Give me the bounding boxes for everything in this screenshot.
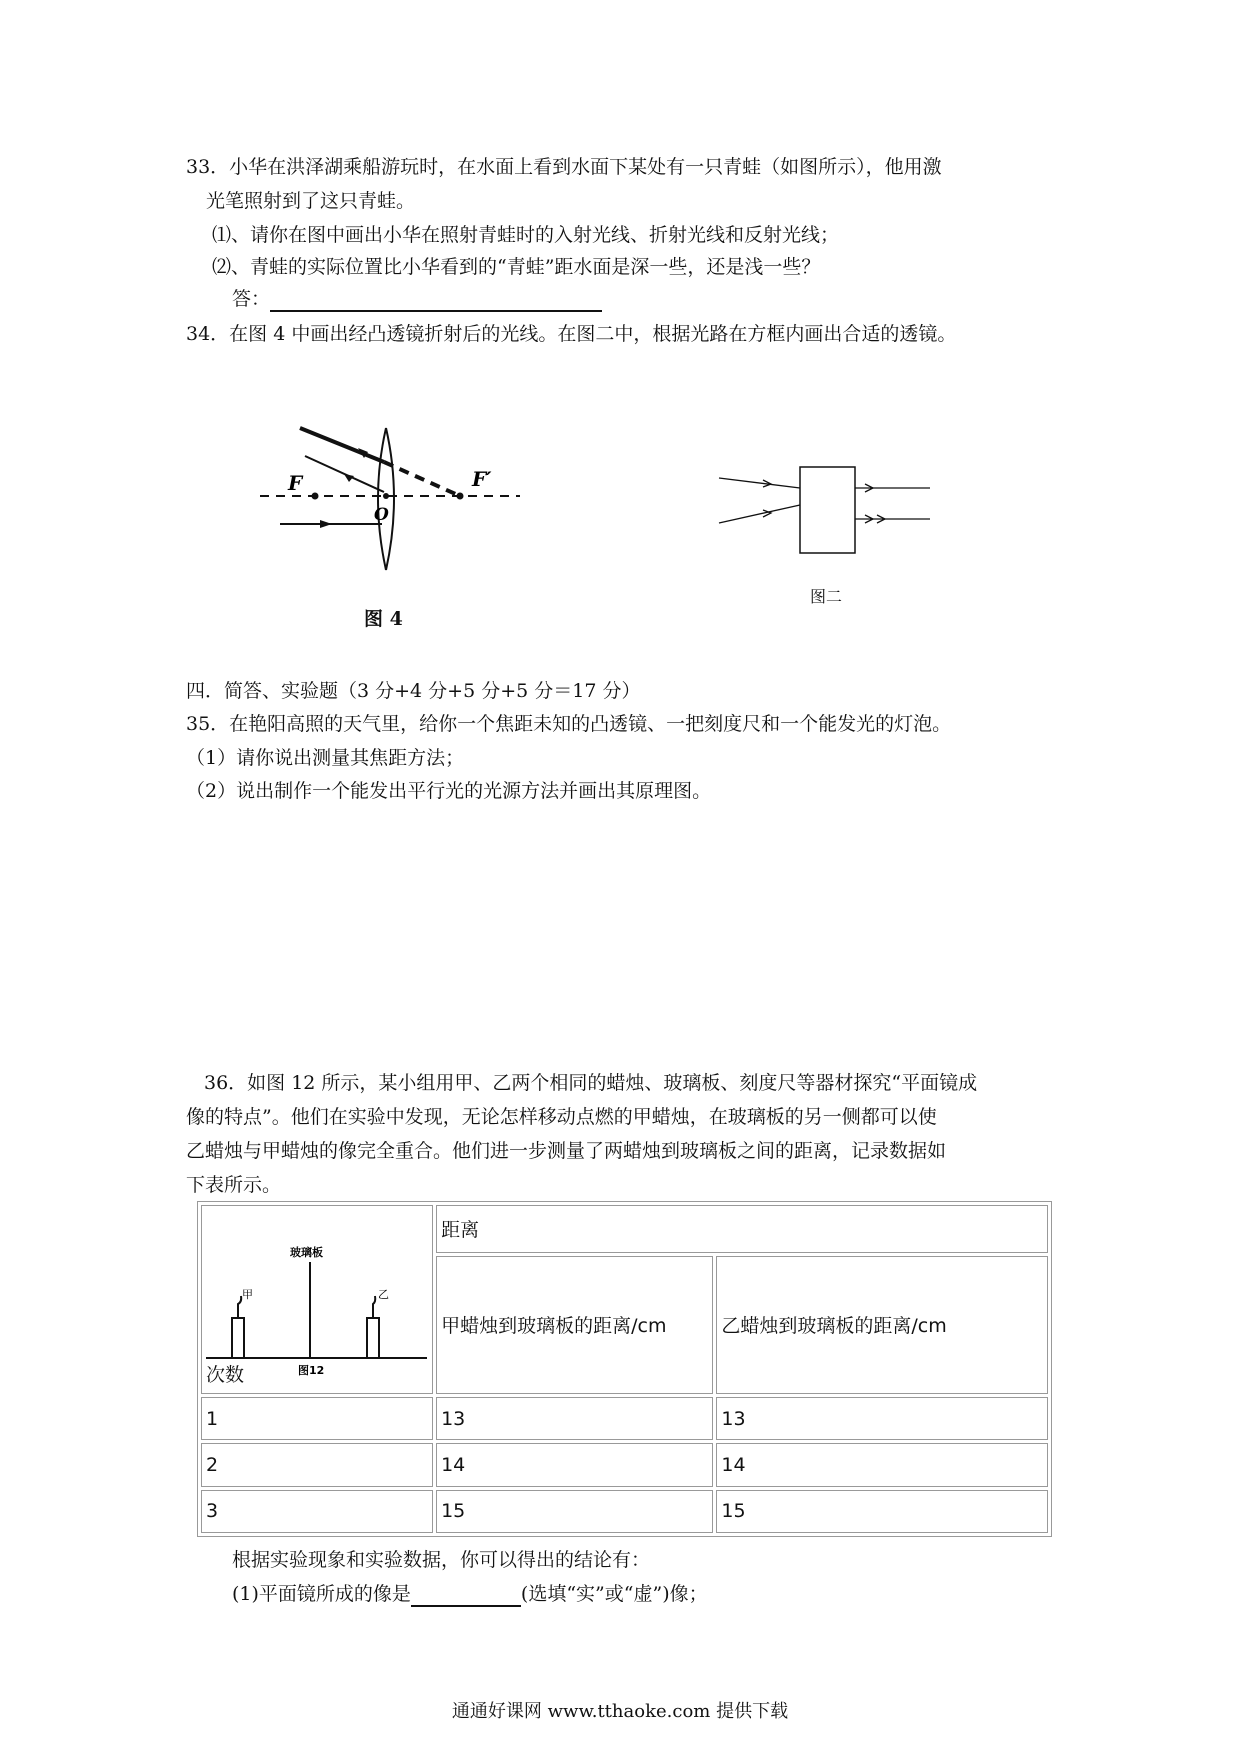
lens-box — [800, 467, 855, 553]
conclusion-1 — [232, 1581, 708, 1607]
q33-sub1: ⑴、请你在图中画出小华在照射青蛙时的入射光线、折射光线和反射光线； — [212, 224, 840, 246]
fig2-caption: 图二 — [810, 587, 843, 606]
cell-jia: 14 — [436, 1443, 713, 1486]
answer-blank[interactable] — [270, 288, 602, 312]
group-header: 距离 — [436, 1205, 1048, 1253]
cell-yi: 15 — [716, 1490, 1048, 1533]
optical-center — [383, 493, 389, 499]
q33-answer — [232, 286, 602, 312]
conclusion-intro: 根据实验现象和实验数据，你可以得出的结论有： — [232, 1549, 651, 1571]
fig4-caption: 图 4 — [364, 608, 403, 630]
table-row — [201, 1490, 1048, 1533]
conclusion-1-suffix: (选填“实”或“虚”)像； — [520, 1583, 708, 1605]
lens-left-edge — [378, 428, 386, 570]
data-table — [197, 1201, 1052, 1537]
q33-sub2: ⑵、青蛙的实际位置比小华看到的“青蛙”距水面是深一些，还是浅一些？ — [212, 256, 821, 278]
ray-through-f — [305, 456, 384, 492]
row-header: 次数 — [206, 1364, 245, 1387]
focal-point-f2 — [457, 493, 464, 500]
page-footer: 通通好课网 www.tthaoke.com 提供下载 — [451, 1701, 789, 1722]
q36-line3: 乙蜡烛与甲蜡烛的像完全重合。他们进一步测量了两蜡烛到玻璃板之间的距离，记录数据如 — [186, 1140, 947, 1162]
table-corner-cell — [201, 1205, 433, 1394]
label-jia: 甲 — [242, 1288, 253, 1302]
fig12-caption: 图12 — [298, 1364, 325, 1378]
q35-text: 35．在艳阳高照的天气里，给你一个焦距未知的凸透镜、一把刻度尺和一个能发光的灯泡。 — [186, 713, 952, 735]
q33-line2: 光笔照射到了这只青蛙。 — [206, 190, 416, 212]
flame-jia — [238, 1296, 241, 1318]
figure-2 — [715, 460, 935, 560]
row-number: 1 — [201, 1397, 433, 1440]
arrow-parallel — [320, 520, 332, 528]
incident-ray-bold — [300, 428, 384, 462]
incoming-ray-1 — [719, 478, 800, 488]
row-number: 3 — [201, 1490, 433, 1533]
figure-4 — [250, 420, 530, 580]
cell-yi: 14 — [716, 1443, 1048, 1486]
section-4-title: 四．简答、实验题（3 分+4 分+5 分+5 分＝17 分） — [186, 680, 641, 702]
lens-right-edge — [386, 428, 394, 570]
q36-line2: 像的特点”。他们在实验中发现，无论怎样移动点燃的甲蜡烛，在玻璃板的另一侧都可以使 — [186, 1106, 937, 1128]
cell-yi: 13 — [716, 1397, 1048, 1440]
incoming-ray-2 — [719, 505, 800, 523]
conclusion-1-blank[interactable] — [411, 1583, 521, 1607]
q35-sub2: （2）说出制作一个能发出平行光的光源方法并画出其原理图。 — [186, 780, 712, 802]
q36-line4: 下表所示。 — [186, 1174, 282, 1196]
conclusion-1-prefix: (1)平面镜所成的像是 — [232, 1583, 411, 1605]
glass-label: 玻璃板 — [290, 1246, 323, 1260]
answer-label: 答： — [232, 288, 271, 310]
candle-jia — [232, 1318, 244, 1358]
label-f: F — [288, 471, 303, 495]
q36-line1: 36．如图 12 所示，某小组用甲、乙两个相同的蜡烛、玻璃板、刻度尺等器材探究“平面镜成 — [204, 1072, 978, 1094]
cell-jia: 13 — [436, 1397, 713, 1440]
flame-yi — [373, 1296, 375, 1318]
label-o: O — [374, 505, 389, 525]
table-row — [201, 1397, 1048, 1440]
col-header-2: 乙蜡烛到玻璃板的距离/cm — [716, 1256, 1048, 1395]
q33-line1: 33．小华在洪泽湖乘船游玩时，在水面上看到水面下某处有一只青蛙（如图所示），他用激 — [186, 156, 942, 178]
q34-text: 34．在图 4 中画出经凸透镜折射后的光线。在图二中，根据光路在方框内画出合适的透镜。 — [186, 323, 957, 345]
row-number: 2 — [201, 1443, 433, 1486]
table-row — [201, 1443, 1048, 1486]
label-f2: F′ — [472, 467, 492, 491]
cell-jia: 15 — [436, 1490, 713, 1533]
refracted-ray-dashed — [384, 462, 460, 496]
col-header-1: 甲蜡烛到玻璃板的距离/cm — [436, 1256, 713, 1395]
label-yi: 乙 — [378, 1288, 389, 1302]
focal-point-f — [312, 493, 319, 500]
candle-yi — [367, 1318, 379, 1358]
q35-sub1: （1）请你说出测量其焦距方法； — [186, 747, 465, 769]
